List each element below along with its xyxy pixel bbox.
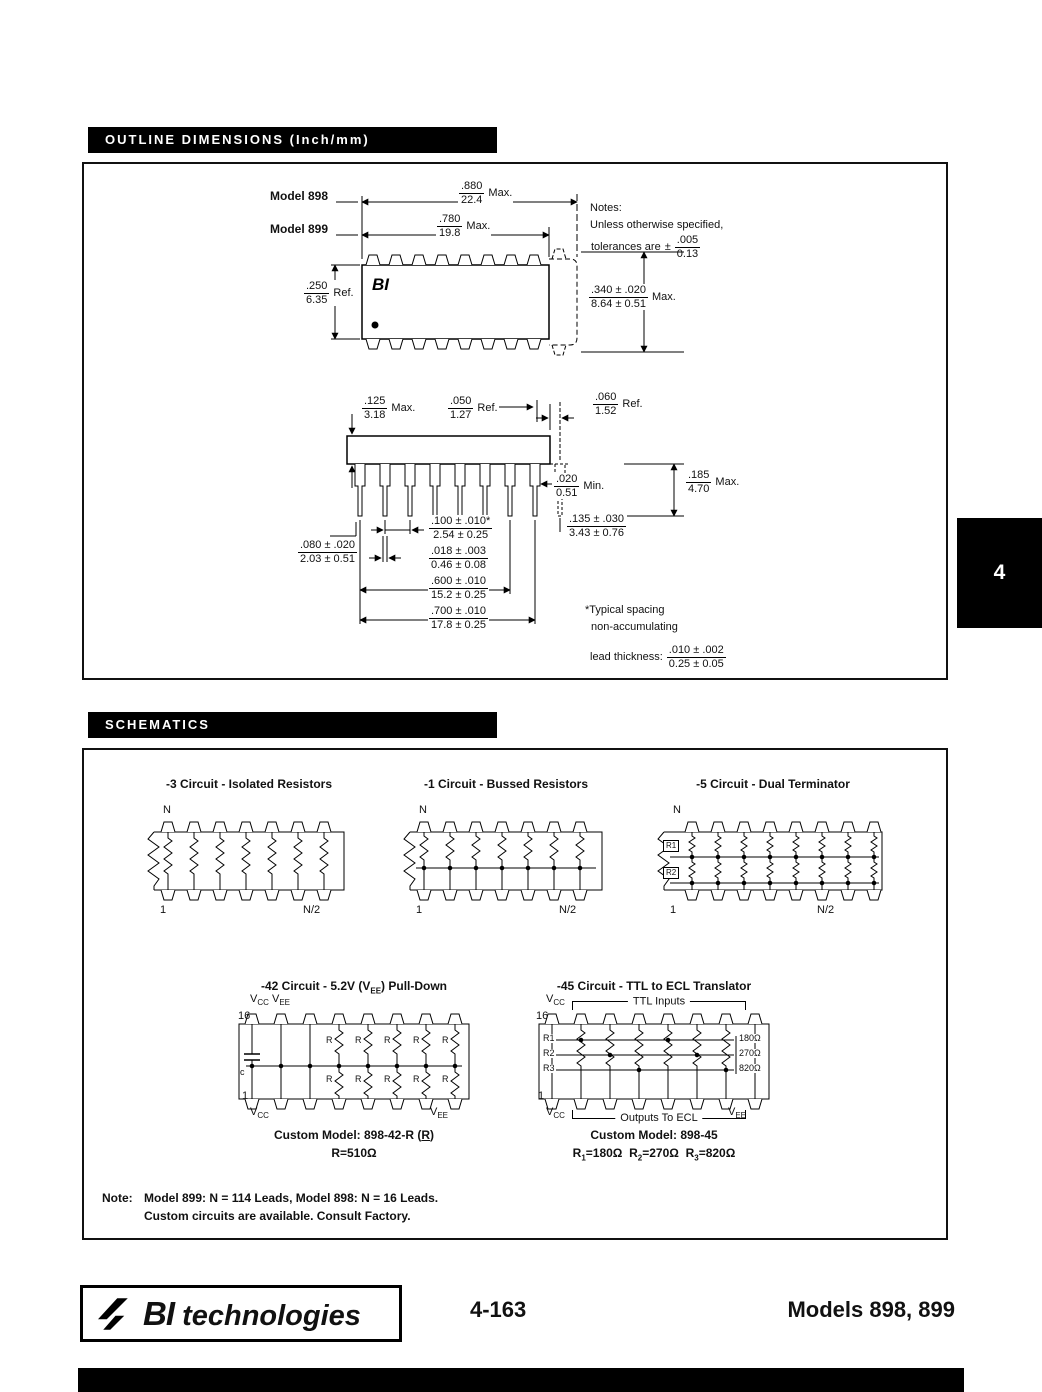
dim-080-mm: 2.03 ± 0.51 <box>300 552 355 565</box>
c45-rl0-base: R <box>572 1146 582 1160</box>
dim-600-inch: .600 ± .010 <box>431 575 486 587</box>
notes-line3 <box>590 234 701 260</box>
note-line-2: Custom circuits are available. Consult Factory. <box>144 1209 411 1223</box>
model-899-label: Model 899 <box>270 222 329 236</box>
dim-780-mm: 19.8 <box>439 226 461 239</box>
c42-pin-1-label: 1 <box>242 1090 249 1102</box>
dim-060-inch: .060 <box>595 391 617 403</box>
dim-700 <box>428 605 489 631</box>
tol-mm: 0.13 <box>676 247 699 260</box>
c42-resistance-caption: R=510Ω <box>331 1146 377 1160</box>
c42-title-sub: EE <box>370 986 382 996</box>
circuit-3-pin-n-label: N <box>163 804 171 816</box>
dim-250-inch: .250 <box>306 280 328 292</box>
dim-018 <box>428 545 489 571</box>
dim-050-suffix: Ref. <box>477 402 498 415</box>
c42-r-label: R <box>442 1074 449 1084</box>
section-tab-4 <box>957 518 1042 628</box>
note-label: Note: <box>102 1191 133 1205</box>
dim-185-inch: .185 <box>688 469 710 481</box>
dim-700-mm: 17.8 ± 0.25 <box>431 618 486 631</box>
outline-dimensions-panel <box>82 162 948 680</box>
dim-780-suffix: Max. <box>466 220 491 233</box>
c45-cc2: CC <box>553 1111 565 1121</box>
dim-880-inch: .880 <box>461 180 483 192</box>
c42-v4: V <box>430 1106 438 1118</box>
c45-v2: V <box>546 1106 554 1118</box>
dim-880-suffix: Max. <box>488 187 513 200</box>
c45-rl2-sub: 3 <box>694 1153 699 1163</box>
c45-r3-value: 820Ω <box>739 1063 761 1073</box>
c42-custom-model-caption <box>274 1128 434 1142</box>
dim-880-mm: 22.4 <box>461 193 483 206</box>
c42-pin-16-label: 16 <box>238 1010 251 1022</box>
c45-outputs-bracket <box>572 1110 746 1124</box>
brand-bi-text: BI <box>143 1294 174 1332</box>
dim-185 <box>685 469 740 495</box>
dim-340 <box>588 284 677 310</box>
dim-080 <box>297 539 358 565</box>
c45-ttl-inputs-label: TTL Inputs <box>628 995 690 1007</box>
dim-185-suffix: Max. <box>715 476 740 489</box>
circuit-1-pin-n2-label: N/2 <box>559 904 577 916</box>
dim-125-inch: .125 <box>364 395 386 407</box>
lead-thickness <box>589 644 727 670</box>
c45-pin-1-label: 1 <box>538 1090 545 1102</box>
dim-340-inch: .340 ± .020 <box>591 284 646 296</box>
circuit-45-group <box>539 1014 769 1109</box>
outline-drawing <box>84 164 946 678</box>
c45-ee1: EE <box>735 1111 747 1121</box>
dim-050-inch: .050 <box>450 395 472 407</box>
c45-outputs-label: Outputs To ECL <box>615 1112 702 1124</box>
dim-340-mm: 8.64 ± 0.51 <box>591 297 646 310</box>
schematics-drawing <box>84 750 946 1238</box>
dim-600-mm: 15.2 ± 0.25 <box>431 588 486 601</box>
dim-020-suffix: Min. <box>583 480 605 493</box>
tol-inch: .005 <box>676 234 699 246</box>
circuit-1-pin-1-label: 1 <box>416 904 423 916</box>
dim-125-suffix: Max. <box>391 402 416 415</box>
dim-340-suffix: Max. <box>651 291 676 304</box>
c45-rl2-val: =820Ω <box>698 1146 736 1160</box>
circuit-5-r1-label: R1 <box>663 840 679 852</box>
dim-880 <box>458 180 513 206</box>
c45-cc1: CC <box>553 998 565 1008</box>
c45-v3: V <box>728 1106 736 1118</box>
pin1-dot <box>372 322 379 329</box>
dim-018-mm: 0.46 ± 0.08 <box>431 558 486 571</box>
c42-ee1: EE <box>279 998 290 1008</box>
plus-minus-sign: ± <box>664 241 671 254</box>
bi-logo-icon <box>91 1293 133 1335</box>
dim-060-suffix: Ref. <box>622 398 643 411</box>
dim-080-inch: .080 ± .020 <box>300 539 355 551</box>
c42-v3: V <box>250 1106 258 1118</box>
c42-v1: V <box>250 993 258 1005</box>
dim-100-inch: .100 ± .010* <box>431 515 491 527</box>
c42-custom-r: R <box>421 1128 431 1142</box>
c45-vcc-top-label <box>546 993 565 1007</box>
dim-185-mm: 4.70 <box>688 482 710 495</box>
dim-780-inch: .780 <box>439 213 461 225</box>
schematics-header-text: SCHEMATICS <box>105 717 210 732</box>
dim-250 <box>303 280 355 306</box>
c45-r3-label: R3 <box>543 1063 555 1073</box>
c42-vee-bottom-label <box>430 1106 448 1120</box>
circuit-45-title: -45 Circuit - TTL to ECL Translator <box>556 979 752 993</box>
outline-dimensions-header <box>88 127 497 153</box>
c42-vcc-vee-top-label <box>250 993 290 1007</box>
notes-tolerances-text: tolerances are <box>591 241 661 254</box>
circuit-5-pin-n2-label: N/2 <box>817 904 835 916</box>
schematics-header <box>88 712 497 738</box>
typical-spacing-note-1: *Typical spacing <box>585 604 665 616</box>
notes-line1: Notes: <box>590 202 622 214</box>
brand-logo-box <box>80 1285 402 1342</box>
c45-ttl-inputs-bracket <box>572 995 746 1010</box>
dim-700-inch: .700 ± .010 <box>431 605 486 617</box>
typical-spacing-note-2: non-accumulating <box>591 621 678 633</box>
dim-125-mm: 3.18 <box>364 408 386 421</box>
dim-020-inch: .020 <box>556 473 578 485</box>
dim-135-inch: .135 ± .030 <box>569 513 624 525</box>
c42-cc2: CC <box>257 1111 269 1121</box>
c42-title-pre: -42 Circuit - 5.2V (V <box>260 979 371 993</box>
c45-rl0-val: =180Ω <box>585 1146 623 1160</box>
dim-135-mm: 3.43 ± 0.76 <box>569 526 624 539</box>
c42-ee2: EE <box>437 1111 449 1121</box>
note-line-1: Model 899: N = 114 Leads, Model 898: N = 16 Leads. <box>144 1191 439 1205</box>
c45-rl2-base: R <box>685 1146 695 1160</box>
circuit-3-pin-1-label: 1 <box>160 904 167 916</box>
circuit-5-pin-n-label: N <box>673 804 681 816</box>
c42-v2: V <box>271 993 280 1005</box>
c45-rl1-sub: 2 <box>637 1153 643 1163</box>
c42-r-label: R <box>355 1074 362 1084</box>
c42-r-label: R <box>355 1035 362 1045</box>
circuit-5-pin-1-label: 1 <box>670 904 677 916</box>
models-title: Models 898, 899 <box>787 1297 955 1322</box>
dim-060 <box>592 391 644 417</box>
chip-logo-text: BI <box>372 275 389 294</box>
brand-wordmark <box>143 1295 361 1333</box>
dim-020 <box>553 473 605 499</box>
c45-r1-value: 180Ω <box>739 1033 761 1043</box>
lead-thickness-mm: 0.25 ± 0.05 <box>668 657 724 670</box>
dim-600 <box>428 575 489 601</box>
circuit-5-group <box>658 822 882 900</box>
lead-thickness-label: lead thickness: <box>590 651 663 664</box>
dim-100 <box>428 515 493 541</box>
c42-r-label: R <box>384 1074 391 1084</box>
dim-250-suffix: Ref. <box>333 287 354 300</box>
c45-r1-label: R1 <box>543 1033 555 1043</box>
c45-rl1-val: =270Ω <box>642 1146 679 1160</box>
dim-050 <box>447 395 499 421</box>
notes-line2: Unless otherwise specified, <box>590 219 724 231</box>
circuit-3-pin-n2-label: N/2 <box>303 904 321 916</box>
dim-100-mm: 2.54 ± 0.25 <box>433 528 489 541</box>
c42-custom-post: ) <box>430 1128 435 1142</box>
c45-rl1-base: R <box>629 1146 638 1160</box>
c42-r-label: R <box>413 1035 420 1045</box>
c42-custom-pre: Custom Model: 898-42-R ( <box>273 1128 422 1142</box>
c45-pin-16-label: 16 <box>536 1010 549 1022</box>
c45-r2-value: 270Ω <box>739 1048 761 1058</box>
c45-v1: V <box>546 993 554 1005</box>
dim-250-mm: 6.35 <box>306 293 328 306</box>
dim-780 <box>436 213 491 239</box>
page-number: 4-163 <box>470 1297 527 1322</box>
c45-vcc-bottom-label <box>546 1106 565 1120</box>
bottom-edge-bar <box>78 1368 964 1392</box>
c45-r2-label: R2 <box>543 1048 555 1058</box>
circuit-1-group <box>404 822 602 900</box>
circuit-3-group <box>148 822 344 900</box>
circuit-42-group <box>239 1014 469 1109</box>
dim-018-inch: .018 ± .003 <box>431 545 486 557</box>
c42-capacitor-label: c <box>240 1067 245 1077</box>
c45-resistor-values-caption <box>573 1146 736 1162</box>
circuit-5-title: -5 Circuit - Dual Terminator <box>696 777 850 791</box>
c42-r-label: R <box>442 1035 449 1045</box>
c42-title-post: ) Pull-Down <box>381 979 448 993</box>
section-tab-number: 4 <box>993 561 1006 584</box>
outline-header-text: OUTLINE DIMENSIONS (Inch/mm) <box>105 132 370 147</box>
c42-r-label: R <box>326 1074 333 1084</box>
c42-r-label: R <box>326 1035 333 1045</box>
c42-r-label: R <box>384 1035 391 1045</box>
dim-135 <box>566 513 627 539</box>
circuit-1-title: -1 Circuit - Bussed Resistors <box>423 777 589 791</box>
lead-thickness-inch: .010 ± .002 <box>668 644 724 656</box>
circuit-1-pin-n-label: N <box>419 804 427 816</box>
c45-vee-bottom-label <box>728 1106 746 1120</box>
dim-020-mm: 0.51 <box>556 486 578 499</box>
c45-custom-model-caption: Custom Model: 898-45 <box>590 1128 718 1142</box>
dim-125 <box>361 395 416 421</box>
dim-050-mm: 1.27 <box>450 408 472 421</box>
model-898-label: Model 898 <box>270 189 329 203</box>
circuit-3-title: -3 Circuit - Isolated Resistors <box>165 777 333 791</box>
side-view-group <box>330 400 684 624</box>
brand-technologies-text: technologies <box>182 1299 361 1332</box>
circuit-5-r2-label: R2 <box>663 867 679 879</box>
schematics-panel <box>82 748 948 1240</box>
c45-rl0-sub: 1 <box>581 1153 586 1163</box>
c42-cc1: CC <box>257 998 269 1008</box>
c42-vcc-bottom-label <box>250 1106 269 1120</box>
c42-r-label: R <box>413 1074 420 1084</box>
dim-060-mm: 1.52 <box>595 404 617 417</box>
